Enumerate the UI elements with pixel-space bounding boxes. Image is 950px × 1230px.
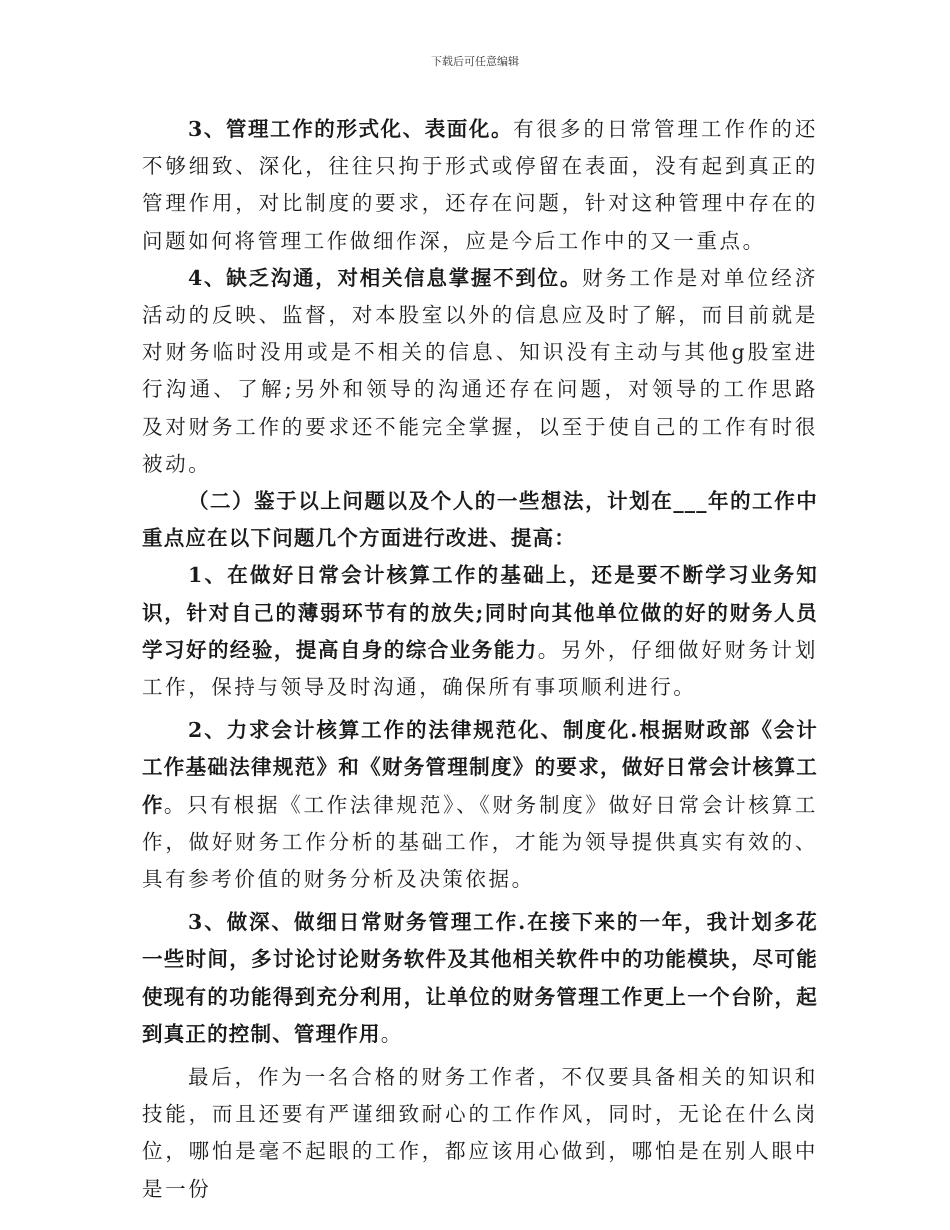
paragraph-heading: （二）鉴于以上问题以及个人的一些想法，计划在___年的工作中重点应在以下问题几个方面进行改进、提高： <box>142 489 818 551</box>
paragraph-heading: 1、在做好日常会计核算工作的基础上，还是要不断学习业务知识，针对自己的薄弱环节有的放失;同时向其他单位做的好的财务人员学习好的经验，提高自身的综合业务能力 <box>142 563 818 662</box>
document-body <box>142 111 818 1208</box>
paragraph-legal-standardization <box>142 712 818 898</box>
paragraph-text: 有很多的日常管理工作作的还不够细致、深化，往往只拘于形式或停留在表面，没有起到真正的管理作用，对比制度的要求，还存在问题，针对这种管理中存在的问题如何将管理工作做细作深，应是今后工作中的又一重点。 <box>142 117 818 253</box>
paragraph-conclusion <box>142 1059 818 1208</box>
paragraph-study-business <box>142 557 818 706</box>
paragraph-improvement-plan <box>142 483 818 557</box>
paragraph-text: 财务工作是对单位经济活动的反映、监督，对本股室以外的信息应及时了解，而目前就是对财务临时没用或是不相关的信息、知识没有主动与其他g股室进行沟通、了解;另外和领导的沟通还存在问题，对领导的工作思路及对财务工作的要求还不能完全掌握，以至于使自己的工作有时很被动。 <box>142 265 818 476</box>
paragraph-text: 。另外，仔细做好财务计划工作，保持与领导及时沟通，确保所有事项顺利进行。 <box>142 637 818 700</box>
page-header: 下载后可任意编辑 <box>431 55 519 68</box>
paragraph-heading: 2、力求会计核算工作的法律规范化、制度化.根据财政部《会计工作基础法律规范》和《财务管理制度》的要求，做好日常会计核算工作 <box>142 718 818 817</box>
paragraph-deepen-management <box>142 904 818 1053</box>
paragraph-heading: 3、管理工作的形式化、表面化。 <box>188 117 514 141</box>
paragraph-lack-communication <box>142 260 818 483</box>
paragraph-text: 。只有根据《工作法律规范》、《财务制度》做好日常会计核算工作，做好财务工作分析的基础工作，才能为领导提供真实有效的、具有参考价值的财务分析及决策依据。 <box>142 792 818 892</box>
paragraph-heading: 3、做深、做细日常财务管理工作.在接下来的一年，我计划多花一些时间，多讨论讨论财务软件及其他相关软件中的功能模块，尽可能使现有的功能得到充分利用，让单位的财务管理工作更上一个台阶，起到真正的控制、管理作用 <box>142 910 818 1046</box>
paragraph-text: 最后，作为一名合格的财务工作者，不仅要具备相关的知识和技能，而且还要有严谨细致耐心的工作作风，同时，无论在什么岗位，哪怕是毫不起眼的工作，都应该用心做到，哪怕是在别人眼中是一份 <box>142 1065 818 1201</box>
paragraph-heading: 4、缺乏沟通，对相关信息掌握不到位。 <box>188 265 583 290</box>
paragraph-text: 。 <box>380 1021 404 1046</box>
paragraph-management-formalism <box>142 111 818 260</box>
